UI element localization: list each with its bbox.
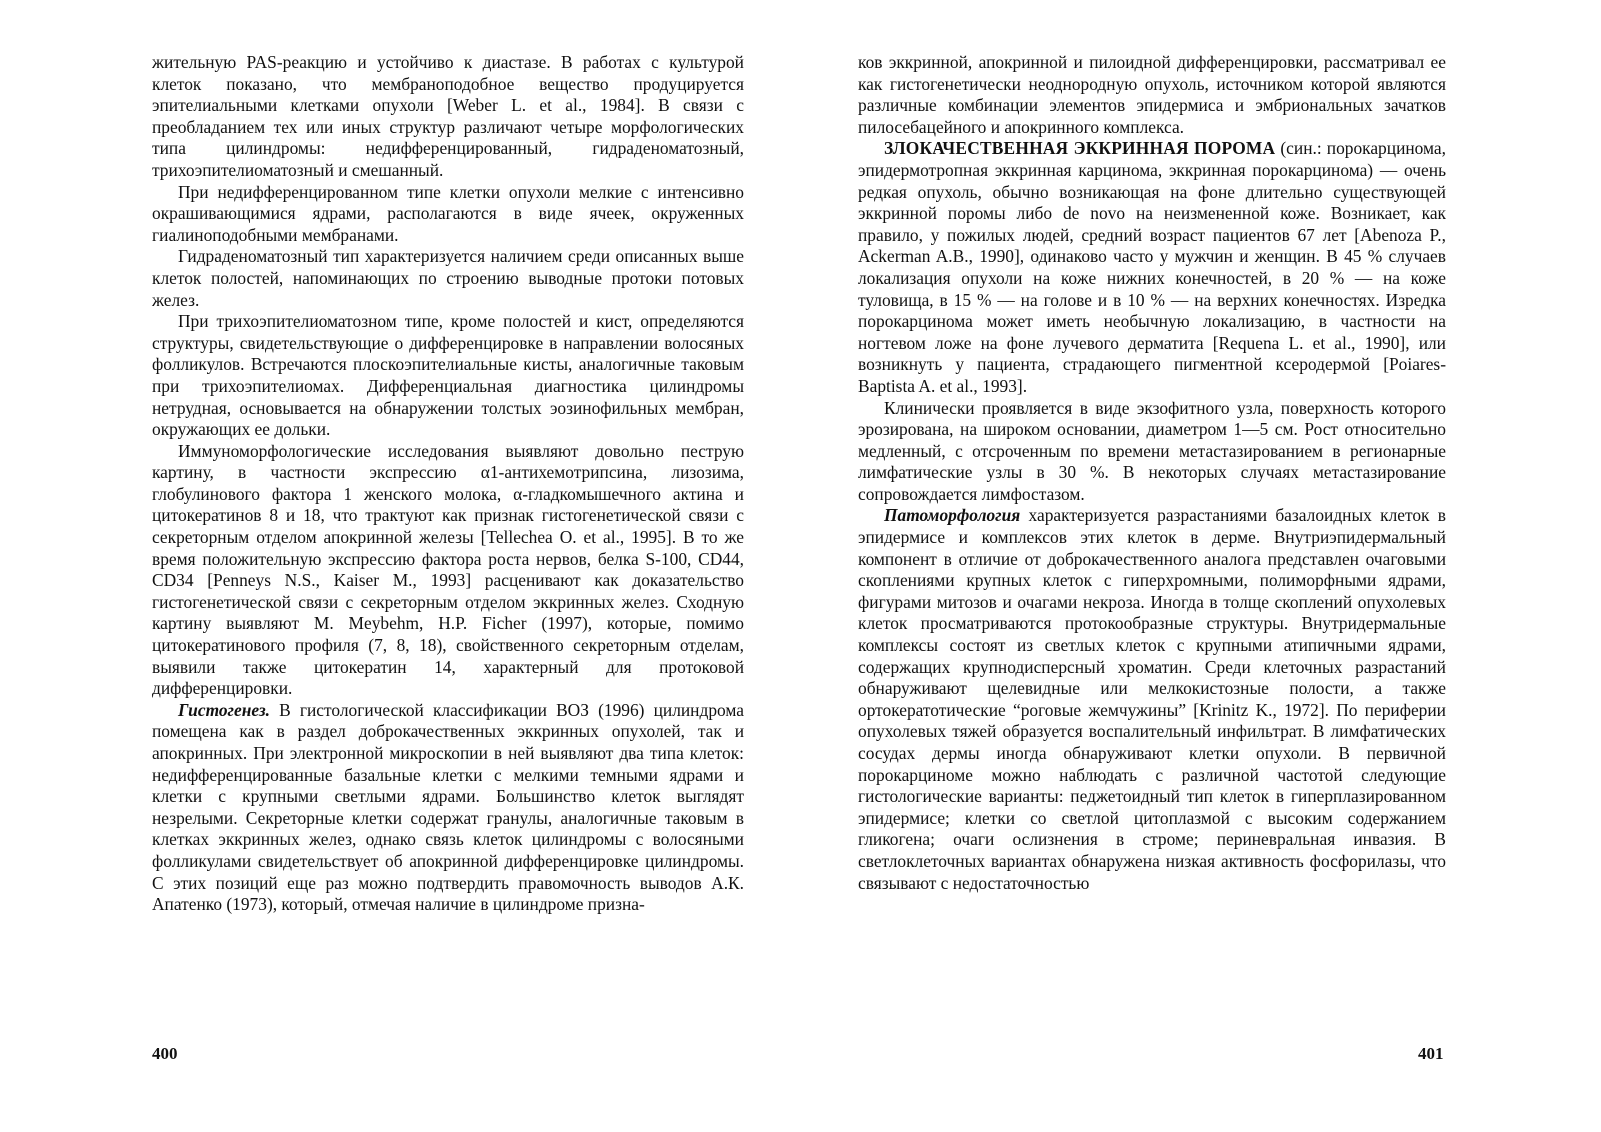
left-paragraph-4: При трихоэпителиоматозном типе, кроме полостей и кист, определяются структуры, свидетельствующие о дифференцировке в направлении волосяных фолликулов. Встречаются плоскоэпителиальные кисты, аналогичные таковым при трихоэпителиомах. Дифференциальная диагностика цилиндромы нетрудная, основывается на обнаружении толстых эозинофильных мембран, окружающих ее дольки. bbox=[152, 311, 744, 440]
right-paragraph-pathomorphology bbox=[858, 505, 1446, 894]
page-number-right: 401 bbox=[1418, 1044, 1444, 1063]
right-paragraph-poroma bbox=[858, 138, 1446, 397]
histogenesis-body: В гистологической классификации ВОЗ (1996) цилиндрома помещена как в раздел доброкачественных эккринных опухолей, так и апокринных. При электронной микроскопии в ней выявляют два типа клеток: недифференцированные базальные клетки с мелкими темными ядрами и клетки с крупными светлыми ядрами. Большинство клеток выглядят незрелыми. Секреторные клетки содержат гранулы, аналогичные таковым в клетках эккринных желез, однако связь клеток цилиндромы с волосяными фолликулами свидетельствует об апокринной дифференцировке цилиндромы. С этих позиций еще раз можно подтвердить правомочность выводов А.К. Апатенко (1973), который, отмечая наличие в цилиндроме призна- bbox=[152, 699, 744, 915]
right-paragraph-1: ков эккринной, апокринной и пилоидной дифференцировки, рассматривал ее как гистогенетически неоднородную опухоль, источником которой являются различные комбинации элементов эпидермиса и эмбриональных зачатков пилосебацейного и апокринного комплекса. bbox=[858, 52, 1446, 137]
pathomorphology-body: характеризуется разрастаниями базалоидных клеток в эпидермисе и комплексов этих клеток в дерме. Внутриэпидермальный компонент в отличие от доброкачественного аналога представлен очаговыми скоплениями крупных клеток с гиперхромными, полиморфными ядрами, фигурами митозов и очагами некроза. Иногда в толще скоплений опухолевых клеток просматриваются протокообразные структуры. Внутридермальные комплексы состоят из светлых клеток с крупными атипичными ядрами, содержащих крупнодисперсный хроматин. Среди клеточных разрастаний обнаруживают щелевидные или мелкокистозные полости, а также ортокератотические “роговые жемчужины” [Krinitz K., 1972]. По периферии опухолевых тяжей образуется воспалительный инфильтрат. В лимфатических сосудах дермы иногда обнаруживают клетки опухоли. В первичной порокарциноме можно наблюдать с различной частотой следующие гистологические варианты: педжетоидный тип клеток в гиперплазированном эпидермисе; клетки со светлой цитоплазмой с высоким содержанием гликогена; очаги ослизнения в строме; периневральная инвазия. В светлоклеточных вариантах обнаружена низкая активность фосфорилазы, что связывают с недостаточностью bbox=[858, 505, 1446, 893]
left-paragraph-1: жительную PAS-реакцию и устойчиво к диастазе. В работах с культурой клеток показано, что мембраноподобное вещество продуцируется эпителиальными клетками опухоли [Weber L. et al., 1984]. В связи с преобладанием тех или иных структур различают четыре морфологических типа цилиндромы: недифференцированный, гидраденоматозный, трихоэпителиоматозный и смешанный. bbox=[152, 52, 744, 180]
page-number-left: 400 bbox=[152, 1044, 178, 1063]
right-paragraph-3: Клинически проявляется в виде экзофитного узла, поверхность которого эрозирована, на широком основании, диаметром 1—5 см. Рост относительно медленный, с отсроченным по времени метастазированием в регионарные лимфатические узлы в 30 %. В некоторых случаях метастазирование сопровождается лимфостазом. bbox=[858, 397, 1446, 504]
histogenesis-run-in-heading: Гистогенез. bbox=[178, 699, 270, 720]
left-page bbox=[152, 52, 744, 916]
left-paragraph-5: Иммуноморфологические исследования выявляют довольно пеструю картину, в частности экспрессию α1-антихемотрипсина, лизозима, глобулинового фактора 1 женского молока, α-гладкомышечного актина и цитокератинов 8 и 18, что трактуют как признак гистогенетической связи с секреторным отделом апокринной железы [Tellechea O. et al., 1995]. В то же время положительную экспрессию фактора роста нервов, белка S-100, CD44, CD34 [Penneys N.S., Kaiser M., 1993] расценивают как доказательство гистогенетической связи с секреторным отделом эккринных желез. Сходную картину выявляют M. Meybehm, H.P. Ficher (1997), которые, помимо цитокератинового профиля (7, 8, 18), свойственного секреторным отделам, выявили также цитокератин 14, характерный для протоковой дифференцировки. bbox=[152, 440, 744, 699]
left-paragraph-3: Гидраденоматозный тип характеризуется наличием среди описанных выше клеток полостей, напоминающих по строению выводные протоки потовых желез. bbox=[152, 246, 744, 310]
left-paragraph-2: При недифференцированном типе клетки опухоли мелкие с интенсивно окрашивающимися ядрами, располагаются в виде ячеек, окруженных гиалиноподобными мембранами. bbox=[152, 181, 744, 245]
poroma-body: (син.: порокарцинома, эпидермотропная эккринная карцинома, эккринная порокарцинома) — очень редкая опухоль, обычно возникающая на фоне длительно существующей эккринной поромы либо de novo на неизмененной коже. Возникает, как правило, у пожилых людей, средний возраст пациентов 67 лет [Abenoza P., Ackerman A.B., 1990], одинаково часто у мужчин и женщин. В 45 % случаев локализация опухоли на коже нижних конечностей, в 20 % — на коже туловища, в 15 % — на голове и в 10 % — на верхних конечностях. Изредка порокарцинома может иметь необычную локализацию, в частности на ногтевом ложе на фоне лучевого дерматита [Requena L. et al., 1990], или возникнуть у пациента, страдающего пигментной ксеродермой [Poiares-Baptista A. et al., 1993]. bbox=[858, 138, 1446, 396]
right-page bbox=[858, 52, 1446, 894]
left-paragraph-histogenesis bbox=[152, 700, 744, 916]
pathomorphology-run-in-heading: Патоморфология bbox=[884, 505, 1021, 526]
section-heading: ЗЛОКАЧЕСТВЕННАЯ ЭККРИННАЯ ПОРОМА bbox=[884, 138, 1276, 159]
